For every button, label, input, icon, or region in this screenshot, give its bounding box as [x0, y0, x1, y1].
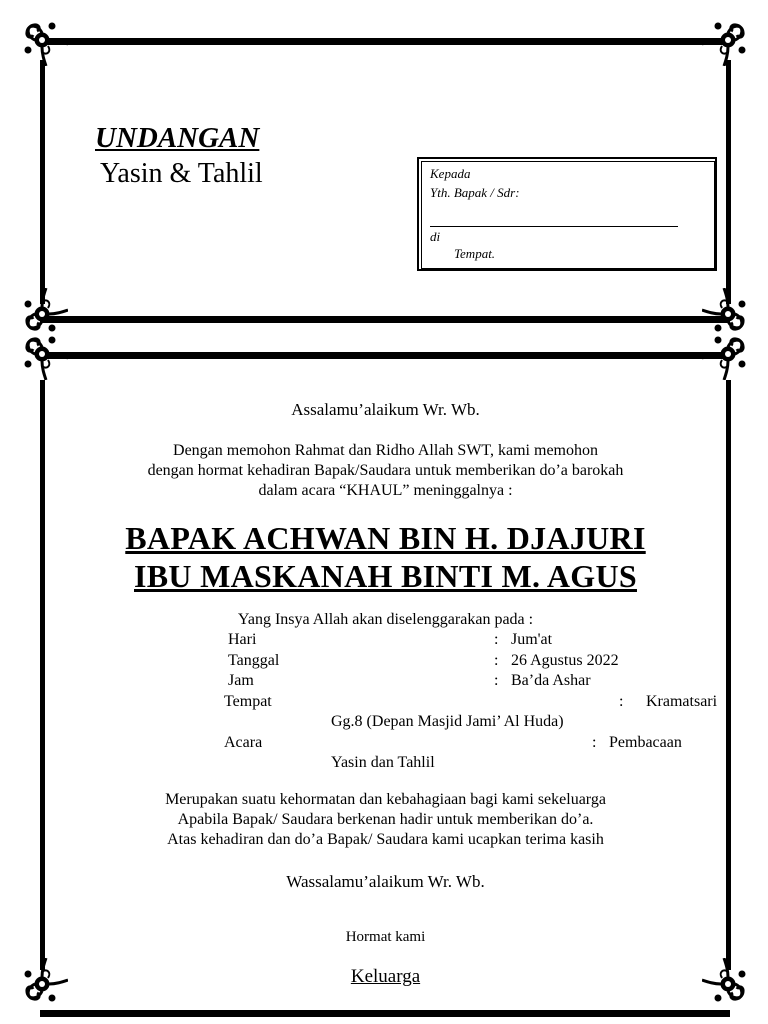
address-to-label: Kepada — [430, 166, 471, 181]
letter-border-right — [726, 380, 731, 970]
detail-label: Tanggal — [228, 652, 280, 669]
address-recipient-line — [430, 226, 678, 227]
detail-continuation: Yasin dan Tahlil — [331, 754, 435, 771]
envelope-border-left — [40, 60, 45, 304]
detail-continuation: Gg.8 (Depan Masjid Jami’ Al Huda) — [331, 713, 564, 730]
detail-label: Acara — [224, 734, 263, 751]
sign-off: Hormat kami — [345, 929, 426, 945]
address-at-label: di — [430, 229, 441, 244]
detail-label: Tempat — [224, 693, 272, 710]
address-place-label: Tempat. — [454, 246, 496, 261]
envelope-border-top — [40, 38, 730, 45]
detail-value: Pembacaan — [609, 734, 682, 751]
detail-value: Ba’da Ashar — [511, 672, 591, 689]
detail-colon: : — [592, 734, 597, 751]
ornament-corner-icon — [702, 288, 748, 334]
detail-label: Hari — [228, 631, 257, 648]
detail-value: 26 Agustus 2022 — [511, 652, 619, 669]
ornament-corner-icon — [22, 334, 68, 380]
detail-colon: : — [494, 652, 499, 669]
deceased-name: IBU MASKANAH BINTI M. AGUS — [134, 558, 637, 594]
ornament-corner-icon — [702, 20, 748, 66]
detail-value: Jum'at — [511, 631, 553, 648]
closing-line: Apabila Bapak/ Saudara berkenan hadir untuk memberikan do’a. — [177, 811, 594, 828]
signature: Keluarga — [350, 966, 421, 987]
invitation-subtitle: Yasin & Tahlil — [100, 158, 263, 189]
address-recipient-label: Yth. Bapak / Sdr: — [430, 185, 520, 200]
intro-line: dengan hormat kehadiran Bapak/Saudara untuk memberikan do’a barokah — [147, 462, 624, 479]
detail-colon: : — [494, 672, 499, 689]
schedule-intro: Yang Insya Allah akan diselenggarakan pada : — [237, 611, 534, 628]
farewell: Wassalamu’alaikum Wr. Wb. — [286, 872, 485, 891]
intro-line: Dengan memohon Rahmat dan Ridho Allah SWT, kami memohon — [173, 442, 598, 459]
invitation-title: UNDANGAN — [95, 122, 260, 154]
ornament-corner-icon — [702, 334, 748, 380]
envelope-border-bottom — [40, 316, 730, 323]
letter-border-top — [40, 352, 730, 359]
deceased-name: BAPAK ACHWAN BIN H. DJAJURI — [125, 520, 646, 556]
detail-value: Kramatsari — [646, 693, 718, 710]
detail-label: Jam — [228, 672, 254, 689]
closing-line: Merupakan suatu kehormatan dan kebahagiaan bagi kami sekeluarga — [165, 791, 606, 808]
detail-colon: : — [494, 631, 499, 648]
letter-border-bottom — [40, 1010, 730, 1017]
intro-line: dalam acara “KHAUL” meninggalnya : — [258, 482, 513, 499]
ornament-corner-icon — [22, 288, 68, 334]
envelope-border-right — [726, 60, 731, 304]
closing-line: Atas kehadiran dan do’a Bapak/ Saudara kami ucapkan terima kasih — [167, 831, 604, 848]
detail-colon: : — [619, 693, 624, 710]
ornament-corner-icon — [22, 20, 68, 66]
greeting: Assalamu’alaikum Wr. Wb. — [291, 400, 480, 419]
